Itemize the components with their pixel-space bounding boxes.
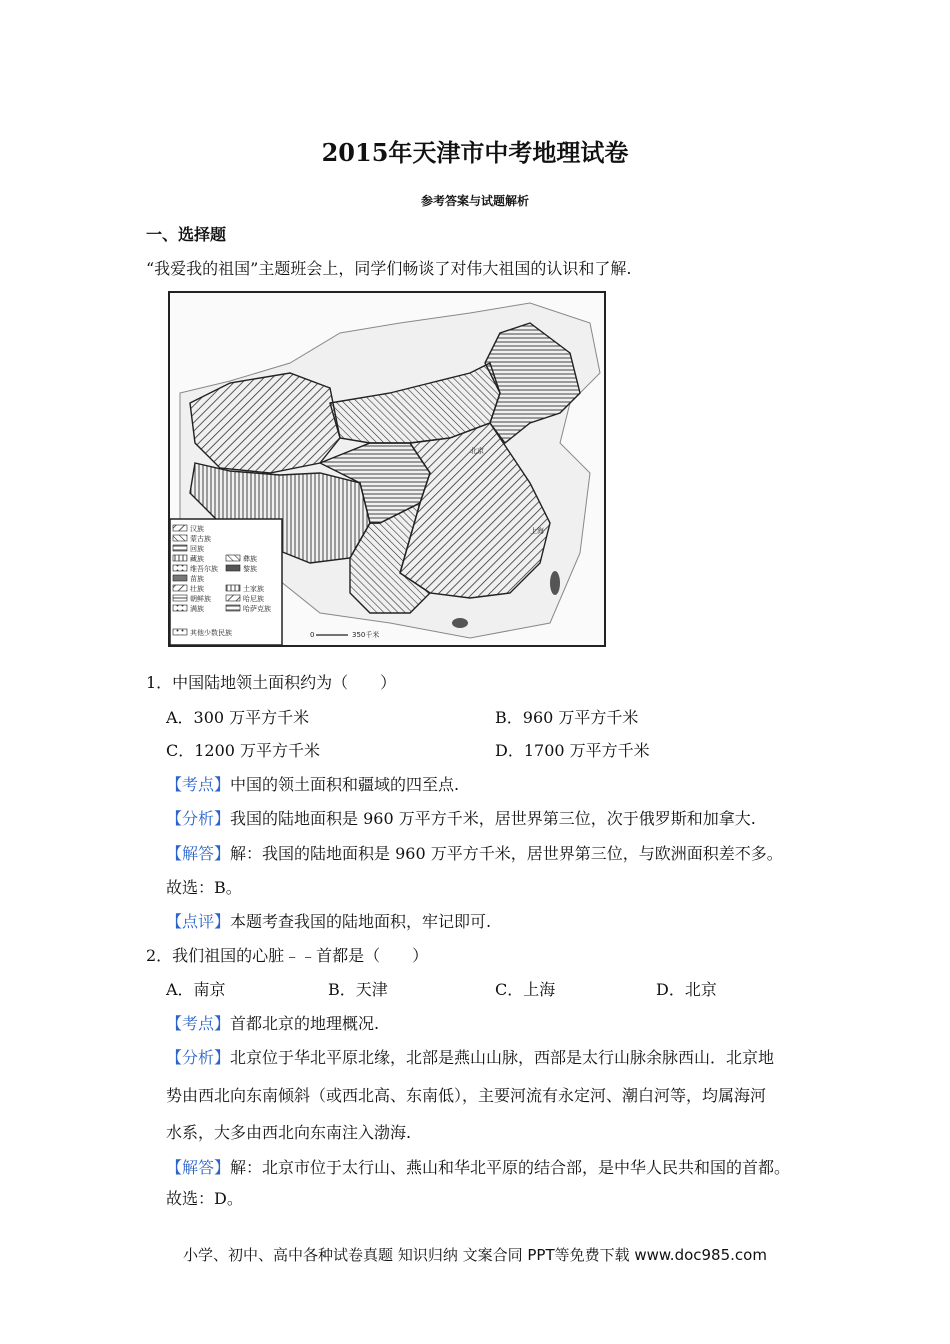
legend-item: 其他少数民族 bbox=[190, 629, 232, 637]
q2-question: 2．我们祖国的心脏﹣﹣首都是（ ） bbox=[146, 946, 429, 965]
legend-item: 哈尼族 bbox=[243, 595, 264, 603]
shanghai-label: 上海 bbox=[530, 527, 544, 535]
q1-dianping: 【点评】本题考查我国的陆地面积，牢记即可. bbox=[166, 912, 492, 931]
legend-item: 回族 bbox=[190, 545, 204, 553]
kaodian-tag: 【考点】 bbox=[166, 775, 231, 794]
legend-item: 土家族 bbox=[243, 585, 264, 593]
kaodian-tag: 【考点】 bbox=[166, 1014, 231, 1033]
q2-option-c: C．上海 bbox=[495, 980, 556, 999]
legend-item: 藏族 bbox=[190, 555, 204, 563]
q2-option-b: B．天津 bbox=[328, 980, 388, 999]
q2-fenxi-line3: 水系，大多由西北向东南注入渤海. bbox=[166, 1123, 412, 1142]
q2-answer: 故选：D。 bbox=[166, 1189, 243, 1208]
legend-item: 蒙古族 bbox=[190, 535, 211, 543]
q1-option-a: A．300 万平方千米 bbox=[166, 708, 310, 727]
q2-fenxi-line2: 势由西北向东南倾斜（或西北高、东南低），主要河流有永定河、潮白河等，均属海河 bbox=[166, 1086, 767, 1105]
legend-item: 壮族 bbox=[190, 585, 204, 593]
legend-item: 维吾尔族 bbox=[190, 565, 218, 573]
legend-item: 哈萨克族 bbox=[243, 605, 271, 613]
q1-kaodian: 【考点】中国的领土面积和疆域的四至点. bbox=[166, 775, 460, 794]
dianping-tag: 【点评】 bbox=[166, 912, 231, 931]
page-title: 2015年天津市中考地理试卷 bbox=[321, 138, 629, 167]
map-figure bbox=[170, 293, 604, 645]
q1-option-b: B．960 万平方千米 bbox=[495, 708, 639, 727]
q1-answer: 故选：B。 bbox=[166, 878, 242, 897]
jieda-tag: 【解答】 bbox=[166, 844, 231, 863]
q2-option-d: D．北京 bbox=[656, 980, 717, 999]
jieda-tag: 【解答】 bbox=[166, 1158, 231, 1177]
page-footer: 小学、初中、高中各种试卷真题 知识归纳 文案合同 PPT等免费下载 www.doc985.com bbox=[183, 1246, 767, 1264]
q1-fenxi: 【分析】我国的陆地面积是 960 万平方千米，居世界第三位，次于俄罗斯和加拿大. bbox=[166, 809, 756, 828]
page-subtitle: 参考答案与试题解析 bbox=[420, 194, 529, 208]
q1-option-d: D．1700 万平方千米 bbox=[495, 741, 650, 760]
fenxi-tag: 【分析】 bbox=[166, 809, 231, 828]
q2-kaodian: 【考点】首都北京的地理概况. bbox=[166, 1014, 380, 1033]
q2-option-a: A．南京 bbox=[166, 980, 226, 999]
scale-start: 0 bbox=[310, 631, 315, 639]
q2-jieda: 【解答】解：北京市位于太行山、燕山和华北平原的结合部，是中华人民共和国的首都。 bbox=[166, 1158, 791, 1177]
q1-option-c: C．1200 万平方千米 bbox=[166, 741, 321, 760]
legend-item: 苗族 bbox=[190, 575, 204, 583]
q1-jieda: 【解答】解：我国的陆地面积是 960 万平方千米，居世界第三位，与欧洲面积差不多。 bbox=[166, 844, 783, 863]
legend-item: 汉族 bbox=[190, 525, 204, 533]
beijing-label: 北京 bbox=[470, 447, 484, 455]
q1-question: 1．中国陆地领土面积约为（ ） bbox=[146, 673, 397, 692]
section-heading: 一、选择题 bbox=[146, 225, 227, 244]
legend-item: 黎族 bbox=[243, 565, 257, 573]
intro-text: “我爱我的祖国”主题班会上，同学们畅谈了对伟大祖国的认识和了解. bbox=[146, 259, 632, 278]
scale-end: 350千米 bbox=[352, 631, 380, 639]
legend-item: 满族 bbox=[190, 605, 204, 613]
legend-item: 朝鲜族 bbox=[190, 595, 211, 603]
china-ethnic-map bbox=[168, 291, 606, 647]
q2-fenxi-line1: 【分析】北京位于华北平原北缘，北部是燕山山脉，西部是太行山脉余脉西山．北京地 bbox=[166, 1048, 775, 1067]
legend-item: 彝族 bbox=[243, 555, 257, 563]
fenxi-tag: 【分析】 bbox=[166, 1048, 231, 1067]
